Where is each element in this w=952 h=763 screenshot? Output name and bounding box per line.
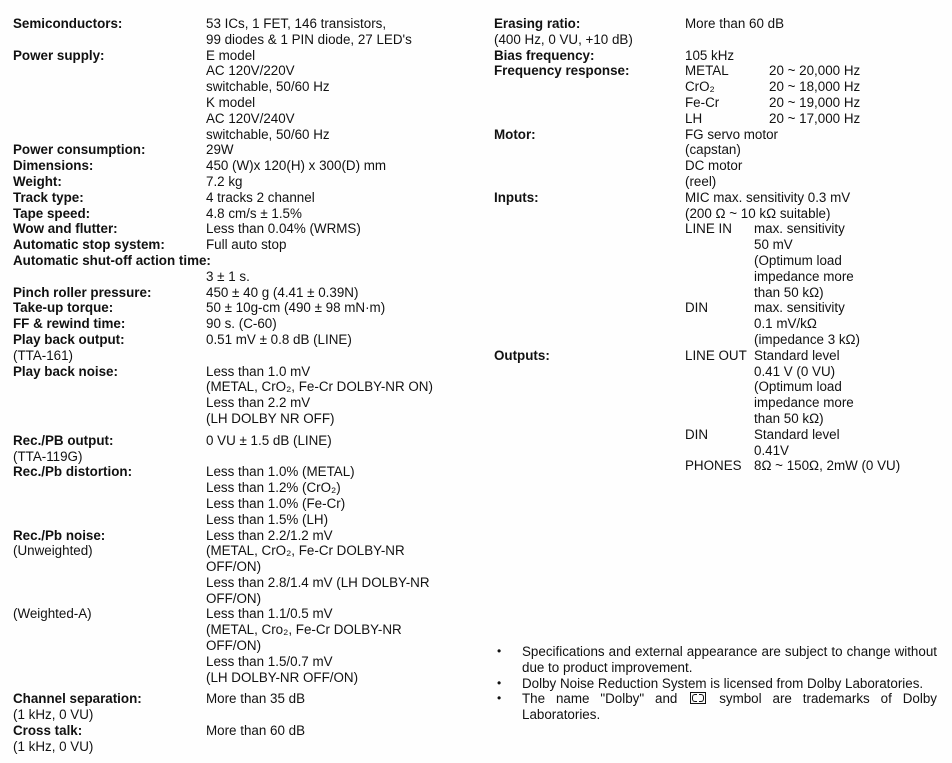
spec-sublabel: (1 kHz, 0 VU) — [13, 707, 94, 723]
value-line: (Optimum load — [754, 252, 842, 268]
spec-erasing-ratio — [494, 16, 944, 48]
spec-value — [685, 190, 944, 348]
spec-power-consumption — [13, 142, 493, 158]
spec-value: 7.2 kg — [206, 173, 243, 189]
spec-recpb-output — [13, 433, 493, 465]
value-line: Less than 2.2 mV — [206, 395, 311, 411]
value-line: 0.1 mV/kΩ — [754, 316, 817, 332]
spec-pinch-roller — [13, 285, 493, 301]
left-column — [13, 16, 493, 755]
value-line: Less than 1.0 mV — [206, 363, 311, 379]
value-line: Less than 2.8/1.4 mV (LH DOLBY-NR — [206, 574, 430, 590]
output-line-out — [685, 348, 944, 427]
spec-semiconductors — [13, 16, 493, 48]
spec-channel-separation — [13, 691, 493, 723]
spec-value — [685, 127, 944, 190]
spec-value: More than 60 dB — [685, 16, 785, 31]
spec-value: 90 s. (C-60) — [206, 316, 277, 332]
value-line: Less than 1.5/0.7 mV — [206, 653, 333, 669]
spec-auto-stop — [13, 237, 493, 253]
spec-label: Power supply: — [13, 47, 105, 63]
spec-label: Play back output: — [13, 331, 125, 347]
spec-value: 0.51 mV ± 0.8 dB (LINE) — [206, 331, 352, 347]
spec-sublabel: (1 kHz, 0 VU) — [13, 738, 94, 754]
spec-sublabel: (400 Hz, 0 VU, +10 dB) — [494, 31, 633, 47]
spec-value — [685, 63, 944, 126]
footnote — [497, 676, 937, 692]
value-line: Less than 1.2% (CrO₂) — [206, 480, 341, 496]
spec-label: Automatic shut-off action time: — [13, 252, 211, 268]
spec-value: 450 (W)x 120(H) x 300(D) mm — [206, 158, 387, 174]
value-line: Less than 1.0% (Fe-Cr) — [206, 495, 346, 511]
value-line: Standard level — [754, 347, 840, 363]
value-line: 0.41V — [754, 442, 789, 458]
value-line: than 50 kΩ) — [754, 284, 824, 300]
value-line: (200 Ω ~ 10 kΩ suitable) — [685, 205, 831, 221]
bullet-icon: • — [497, 644, 502, 658]
freq-tape-type: Fe-Cr — [685, 94, 720, 110]
spec-auto-shutoff — [13, 253, 493, 285]
spec-value — [206, 48, 493, 143]
spec-tape-speed — [13, 206, 493, 222]
input-type: LINE IN — [685, 221, 732, 237]
freq-range: 20 ~ 17,000 Hz — [769, 110, 861, 126]
spec-recpb-distortion — [13, 464, 493, 527]
spec-label: Automatic stop system: — [13, 237, 165, 253]
value-line: AC 120V/220V — [206, 63, 295, 79]
spec-value — [206, 528, 493, 607]
spec-outputs — [494, 348, 944, 474]
value-line: 99 diodes & 1 PIN diode, 27 LED's — [206, 31, 412, 47]
value-line: (LH DOLBY NR OFF) — [206, 410, 335, 426]
spec-bias-frequency — [494, 48, 944, 64]
spec-label: Inputs: — [494, 189, 539, 205]
value-line: switchable, 50/60 Hz — [206, 79, 330, 95]
value-line: OFF/ON) — [206, 638, 262, 654]
freq-range: 20 ~ 19,000 Hz — [769, 94, 861, 110]
spec-ff-rewind — [13, 316, 493, 332]
spec-label: Rec./PB output: — [13, 432, 114, 448]
spec-playback-output — [13, 332, 493, 364]
spec-value: Less than 0.04% (WRMS) — [206, 221, 361, 237]
spec-value: 4.8 cm/s ± 1.5% — [206, 205, 302, 221]
value-line: 0.41 V (0 VU) — [754, 363, 836, 379]
spec-takeup-torque — [13, 300, 493, 316]
spec-value: More than 60 dB — [206, 723, 306, 739]
value-line: impedance more — [754, 395, 854, 411]
spec-label: Pinch roller pressure: — [13, 284, 152, 300]
spec-value: 3 ± 1 s. — [206, 268, 250, 284]
footnote-text-part: The name "Dolby" and — [522, 691, 678, 707]
spec-label: Semiconductors: — [13, 16, 123, 31]
spec-label: Wow and flutter: — [13, 221, 118, 237]
spec-value: Full auto stop — [206, 237, 287, 253]
spec-sublabel: (Unweighted) — [13, 543, 93, 559]
dolby-logo-icon — [690, 692, 706, 704]
value-line: Standard level — [754, 426, 840, 442]
spec-label: Channel separation: — [13, 691, 142, 707]
spec-label: Dimensions: — [13, 158, 94, 174]
spec-frequency-response — [494, 63, 944, 126]
value-line: (impedance 3 kΩ) — [754, 331, 861, 347]
spec-label: FF & rewind time: — [13, 316, 126, 332]
spec-label: Erasing ratio: — [494, 16, 581, 31]
input-type: DIN — [685, 300, 709, 316]
value-line: (Optimum load — [754, 379, 842, 395]
input-line-in — [685, 221, 944, 300]
spec-value: 450 ± 40 g (4.41 ± 0.39N) — [206, 284, 359, 300]
value-line: (METAL, Cro₂, Fe-Cr DOLBY-NR — [206, 622, 402, 638]
bullet-icon: • — [497, 691, 502, 706]
spec-value: 105 kHz — [685, 47, 735, 63]
value-line: max. sensitivity — [754, 300, 845, 316]
freq-range: 20 ~ 18,000 Hz — [769, 79, 861, 95]
spec-label: Motor: — [494, 126, 536, 142]
footnote-text: Specifications and external appearance are subject to change without due to product improvement. — [522, 644, 937, 675]
spec-label: Outputs: — [494, 347, 550, 363]
spec-value: 29W — [206, 142, 234, 158]
value-line: 50 mV — [754, 237, 793, 253]
spec-weighted — [13, 606, 493, 685]
output-din — [685, 427, 944, 459]
value-line: K model — [206, 94, 256, 110]
freq-tape-type: METAL — [685, 63, 729, 79]
freq-row — [685, 111, 944, 127]
spec-sublabel: (TTA-161) — [13, 347, 74, 363]
value-line: Less than 1.5% (LH) — [206, 511, 329, 527]
value-line: FG servo motor — [685, 126, 779, 142]
value-line: 53 ICs, 1 FET, 146 transistors, — [206, 16, 387, 31]
spec-value: More than 35 dB — [206, 691, 306, 707]
value-line: Less than 1.0% (METAL) — [206, 464, 355, 480]
output-type: DIN — [685, 426, 709, 442]
value-line: OFF/ON) — [206, 559, 262, 575]
spec-motor — [494, 127, 944, 190]
spec-label: Weight: — [13, 173, 62, 189]
value-line: than 50 kΩ) — [754, 410, 824, 426]
spec-value — [206, 606, 493, 685]
output-type: LINE OUT — [685, 347, 747, 363]
footnote — [497, 644, 937, 676]
spec-power-supply — [13, 48, 493, 143]
value-line: E model — [206, 47, 256, 63]
value-line: (LH DOLBY-NR OFF/ON) — [206, 669, 359, 685]
spec-label: Rec./Pb noise: — [13, 527, 106, 543]
spec-recpb-noise — [13, 528, 493, 607]
spec-value — [206, 364, 493, 427]
spec-value: 0 VU ± 1.5 dB (LINE) — [206, 432, 332, 448]
spec-dimensions — [13, 158, 493, 174]
right-column — [494, 16, 944, 474]
freq-row — [685, 79, 944, 95]
footnote-text — [522, 691, 937, 723]
spec-label: Track type: — [13, 189, 84, 205]
spec-playback-noise — [13, 364, 493, 427]
spec-value: 50 ± 10g-cm (490 ± 98 mN·m) — [206, 300, 386, 316]
spec-cross-talk — [13, 723, 493, 755]
freq-tape-type: LH — [685, 110, 703, 126]
output-phones — [685, 458, 944, 474]
spec-weight — [13, 174, 493, 190]
value-line: (METAL, CrO₂, Fe-Cr DOLBY-NR ON) — [206, 379, 433, 395]
value-line: (METAL, CrO₂, Fe-Cr DOLBY-NR — [206, 543, 405, 559]
footnote-text: Dolby Noise Reduction System is licensed from Dolby Laboratories. — [522, 675, 924, 691]
freq-range: 20 ~ 20,000 Hz — [769, 63, 861, 79]
spec-label: Bias frequency: — [494, 47, 595, 63]
spec-label: Cross talk: — [13, 723, 83, 739]
value-line: Less than 1.1/0.5 mV — [206, 606, 333, 622]
spec-label: Tape speed: — [13, 205, 91, 221]
footnotes — [497, 644, 937, 723]
spec-track-type — [13, 190, 493, 206]
bullet-icon: • — [497, 675, 502, 690]
value-line: MIC max. sensitivity 0.3 mV — [685, 189, 851, 205]
spec-label: Rec./Pb distortion: — [13, 464, 133, 480]
value-line: DC motor — [685, 158, 743, 174]
output-type: PHONES — [685, 458, 742, 474]
value-line: Less than 2.2/1.2 mV — [206, 527, 333, 543]
freq-tape-type: CrO₂ — [685, 79, 715, 95]
value-line: (reel) — [685, 173, 717, 189]
spec-value — [206, 464, 493, 527]
footnote — [497, 691, 937, 723]
spec-wow-flutter — [13, 221, 493, 237]
value-line: 8Ω ~ 150Ω, 2mW (0 VU) — [754, 458, 901, 474]
value-line: OFF/ON) — [206, 590, 262, 606]
value-line: AC 120V/240V — [206, 110, 295, 126]
spec-label: Take-up torque: — [13, 300, 114, 316]
spec-label: (Weighted-A) — [13, 606, 92, 622]
value-line: max. sensitivity — [754, 221, 845, 237]
footnote-text-part: symbol are trademarks of Dolby Laboratories. — [522, 691, 937, 723]
spec-label: Power consumption: — [13, 142, 146, 158]
spec-value — [685, 348, 944, 474]
spec-value: 4 tracks 2 channel — [206, 189, 315, 205]
spec-inputs — [494, 190, 944, 348]
spec-value — [206, 16, 493, 48]
value-line: switchable, 50/60 Hz — [206, 126, 330, 142]
input-din — [685, 300, 944, 347]
spec-label: Play back noise: — [13, 363, 118, 379]
spec-label: Frequency response: — [494, 63, 630, 79]
freq-row — [685, 95, 944, 111]
spec-sublabel: (TTA-119G) — [13, 448, 83, 464]
value-line: (capstan) — [685, 142, 741, 158]
freq-row — [685, 63, 944, 79]
value-line: impedance more — [754, 268, 854, 284]
